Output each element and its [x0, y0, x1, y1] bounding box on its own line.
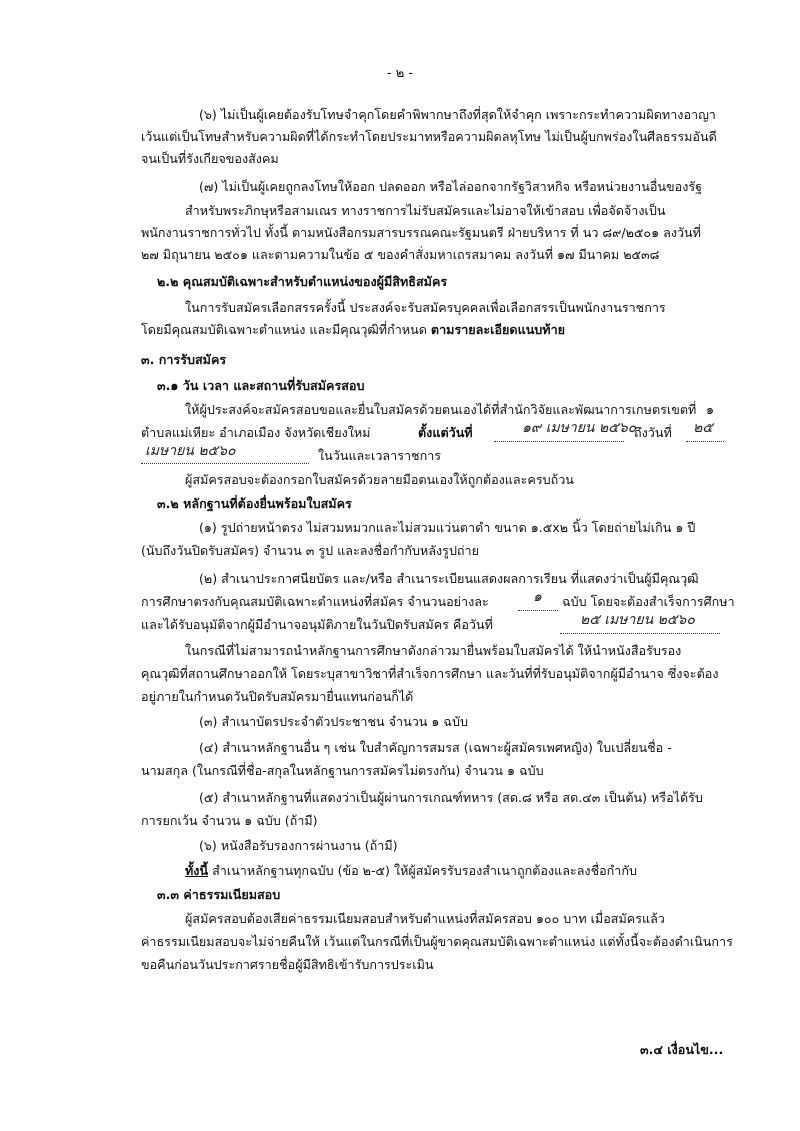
section-3-2-item-6: (๖) หนังสือรับรองการผ่านงาน (ถ้ามี) — [199, 838, 398, 853]
section-2-2-line-1: ในการรับสมัครเลือกสรรครั้งนี้ ประสงค์จะรับสมัครบุคคลเพื่อเลือกสรรเป็นพนักงานราชการ — [185, 300, 666, 315]
section-3-2-note-bold: ทั้งนี้ — [185, 863, 209, 878]
section-2-2-line-2 — [141, 322, 565, 338]
section-3-1-until-label: ถึงวันที่ — [634, 425, 672, 440]
section-3-2-item-4-line-2: นามสกุล (ในกรณีที่ชื่อ-สกุลในหลักฐานการสมัครไม่ตรงกัน) จำนวน ๑ ฉบับ — [141, 763, 544, 778]
until-date-handwritten: ๒๕ — [693, 420, 713, 436]
copies-handwritten: ๑ — [533, 589, 542, 605]
section-3-1-line-2: ตำบลแม่เหียะ อำเภอเมือง จังหวัดเชียงใหม่ — [141, 425, 371, 440]
section-3-2-heading: ๓.๒ หลักฐานที่ต้องยื่นพร้อมใบสมัคร — [157, 496, 352, 511]
continuation-note: ๓.๔ เงื่อนไข... — [640, 1042, 724, 1057]
grad-date-handwritten: ๒๕ เมษายน ๒๕๖๐ — [580, 612, 695, 628]
until-date-dotted-line — [686, 440, 724, 442]
section-3-2-item-2-line-1: (๒) สำเนาประกาศนียบัตร และ/หรือ สำเนาระเบียนแสดงผลการเรียน ที่แสดงว่าเป็นผู้มีคุณวุฒิ — [199, 571, 699, 586]
until-date-dotted-line-2 — [141, 462, 309, 464]
section-3-2-item-3: (๓) สำเนาบัตรประจำตัวประชาชน จำนวน ๑ ฉบับ — [199, 714, 468, 729]
section-3-1-line-1-end: ๑ — [706, 402, 714, 417]
section-3-2-item-2-line-3: และได้รับอนุมัติจากผู้มีอำนาจอนุมัติภายในวันปิดรับสมัคร คือวันที่ — [141, 617, 493, 632]
section-3-1-from-label: ตั้งแต่วันที่ — [418, 425, 473, 440]
monk-note-line-3: ๒๗ มิถุนายน ๒๕๐๑ และตามความในข้อ ๕ ของคำสั่งมหาเถรสมาคม ลงวันที่ ๑๗ มีนาคม ๒๕๓๘ — [141, 247, 660, 262]
section-3-3-line-1: ผู้สมัครสอบต้องเสียค่าธรรมเนียมสอบสำหรับตำแหน่งที่สมัครสอบ ๑๐๐ บาท เมื่อสมัครแล้ว — [185, 911, 665, 926]
section-3-2-item-1-line-1: (๑) รูปถ่ายหน้าตรง ไม่สวมหมวกและไม่สวมแว่นตาดำ ขนาด ๑.๕x๒ นิ้ว โดยถ่ายไม่เกิน ๑ ปี — [199, 520, 696, 535]
section-3-3-line-3: ขอคืนก่อนวันประกาศรายชื่อผู้มีสิทธิเข้ารับการประเมิน — [141, 957, 434, 972]
section-3-2-item-5-line-1: (๕) สำเนาหลักฐานที่แสดงว่าเป็นผู้ผ่านการเกณฑ์ทหาร (สด.๘ หรือ สด.๔๓ เป็นต้น) หรือได้รับ — [199, 790, 703, 805]
section-3-2-item-5-line-2: การยกเว้น จำนวน ๑ ฉบับ (ถ้ามี) — [141, 813, 318, 828]
section-3-1-line-1: ให้ผู้ประสงค์จะสมัครสอบขอและยื่นใบสมัครด้วยตนเองได้ที่สำนักวิจัยและพัฒนาการเกษตรเขตที่ — [185, 402, 697, 417]
section-3-2-paragraph-line-2: คุณวุฒิที่สถานศึกษาออกให้ โดยระบุสาขาวิชาที่สำเร็จการศึกษา และวันที่ที่รับอนุมัติจากผู้มีอำนาจ ซึ่งจะต้อง — [141, 666, 719, 681]
section-3-2-item-2-line-2: การศึกษาตรงกับคุณสมบัติเฉพาะตำแหน่งที่สมัคร จำนวนอย่างละ — [141, 594, 489, 609]
from-date-dotted-line — [494, 440, 624, 442]
section-2-2-heading: ๒.๒ คุณสมบัติเฉพาะสำหรับตำแหน่งของผู้มีสิทธิสมัคร — [157, 274, 448, 289]
section-3-2-note — [185, 863, 637, 879]
section-3-2-paragraph-line-3: อยู่ภายในกำหนดวันปิดรับสมัครมายื่นแทนก่อนก็ได้ — [141, 689, 414, 704]
section-3-3-line-2: ค่าธรรมเนียมสอบจะไม่จ่ายคืนให้ เว้นแต่ในกรณีที่เป็นผู้ขาดคุณสมบัติเฉพาะตำแหน่ง แต่ทั้งนี้จะต้องดำเนินการ — [141, 934, 733, 949]
qual-6-line-3: จนเป็นที่รังเกียจของสังคม — [141, 151, 279, 166]
copies-dotted-line — [518, 609, 558, 611]
grad-date-dotted-line — [560, 632, 720, 634]
qual-6-line-1: (๖) ไม่เป็นผู้เคยต้องรับโทษจำคุกโดยคำพิพากษาถึงที่สุดให้จำคุก เพราะกระทำความผิดทางอาญา — [199, 107, 716, 122]
section-3-2-item-1-line-2: (นับถึงวันปิดรับสมัคร) จำนวน ๓ รูป และลงชื่อกำกับหลังรูปถ่าย — [141, 543, 480, 558]
section-3-2-item-4-line-1: (๔) สำเนาหลักฐานอื่น ๆ เช่น ใบสำคัญการสมรส (เฉพาะผู้สมัครเพศหญิง) ใบเปลี่ยนชื่อ - — [199, 740, 672, 755]
section-3-2-note-text: สำเนาหลักฐานทุกฉบับ (ข้อ ๒-๕) ให้ผู้สมัครรับรองสำเนาถูกต้องและลงชื่อกำกับ — [212, 863, 637, 878]
section-2-2-line-2-text: โดยมีคุณสมบัติเฉพาะตำแหน่ง และมีคุณวุฒิที่กำหนด — [141, 322, 427, 337]
qual-6-line-2: เว้นแต่เป็นโทษสำหรับความผิดที่ได้กระทำโดยประมาทหรือความผิดลหุโทษ ไม่เป็นผู้บกพร่องในศีลธรรมอันดี — [141, 129, 717, 144]
section-3-1-line-3: ในวันและเวลาราชการ — [318, 448, 442, 463]
from-date-handwritten: ๑๙ เมษายน ๒๕๖๐ — [522, 420, 637, 436]
section-3-3-heading: ๓.๓ ค่าธรรมเนียมสอบ — [157, 887, 281, 902]
section-3-2-paragraph-line-1: ในกรณีที่ไม่สามารถนำหลักฐานการศึกษาดังกล่าวมายื่นพร้อมใบสมัครได้ ให้นำหนังสือรับรอง — [185, 643, 682, 658]
section-3-heading: ๓. การรับสมัคร — [141, 352, 227, 367]
section-3-1-line-4: ผู้สมัครสอบจะต้องกรอกใบสมัครด้วยลายมือตนเองให้ถูกต้องและครบถ้วน — [185, 472, 574, 487]
section-2-2-line-2-bold: ตามรายละเอียดแนบท้าย — [430, 322, 566, 337]
monk-note-line-1: สำหรับพระภิกษุหรือสามเณร ทางราชการไม่รับสมัครและไม่อาจให้เข้าสอบ เพื่อจัดจ้างเป็น — [185, 203, 666, 218]
section-3-2-item-2-line-2-tail: ฉบับ โดยจะต้องสำเร็จการศึกษา — [562, 594, 735, 609]
page-number: - ๒ - — [386, 66, 414, 81]
monk-note-line-2: พนักงานราชการทั่วไป ทั้งนี้ ตามหนังสือกรมสารบรรณคณะรัฐมนตรี ฝ่ายบริหาร ที่ นว ๘๙/๒๕๐๑ ลงวันที่ — [141, 225, 701, 240]
section-3-1-heading: ๓.๑ วัน เวลา และสถานที่รับสมัครสอบ — [157, 378, 365, 393]
qual-7-line-1: (๗) ไม่เป็นผู้เคยถูกลงโทษให้ออก ปลดออก หรือไล่ออกจากรัฐวิสาหกิจ หรือหน่วยงานอื่นของรัฐ — [199, 179, 703, 194]
until-date-handwritten-2: เมษายน ๒๕๖๐ — [145, 443, 236, 459]
